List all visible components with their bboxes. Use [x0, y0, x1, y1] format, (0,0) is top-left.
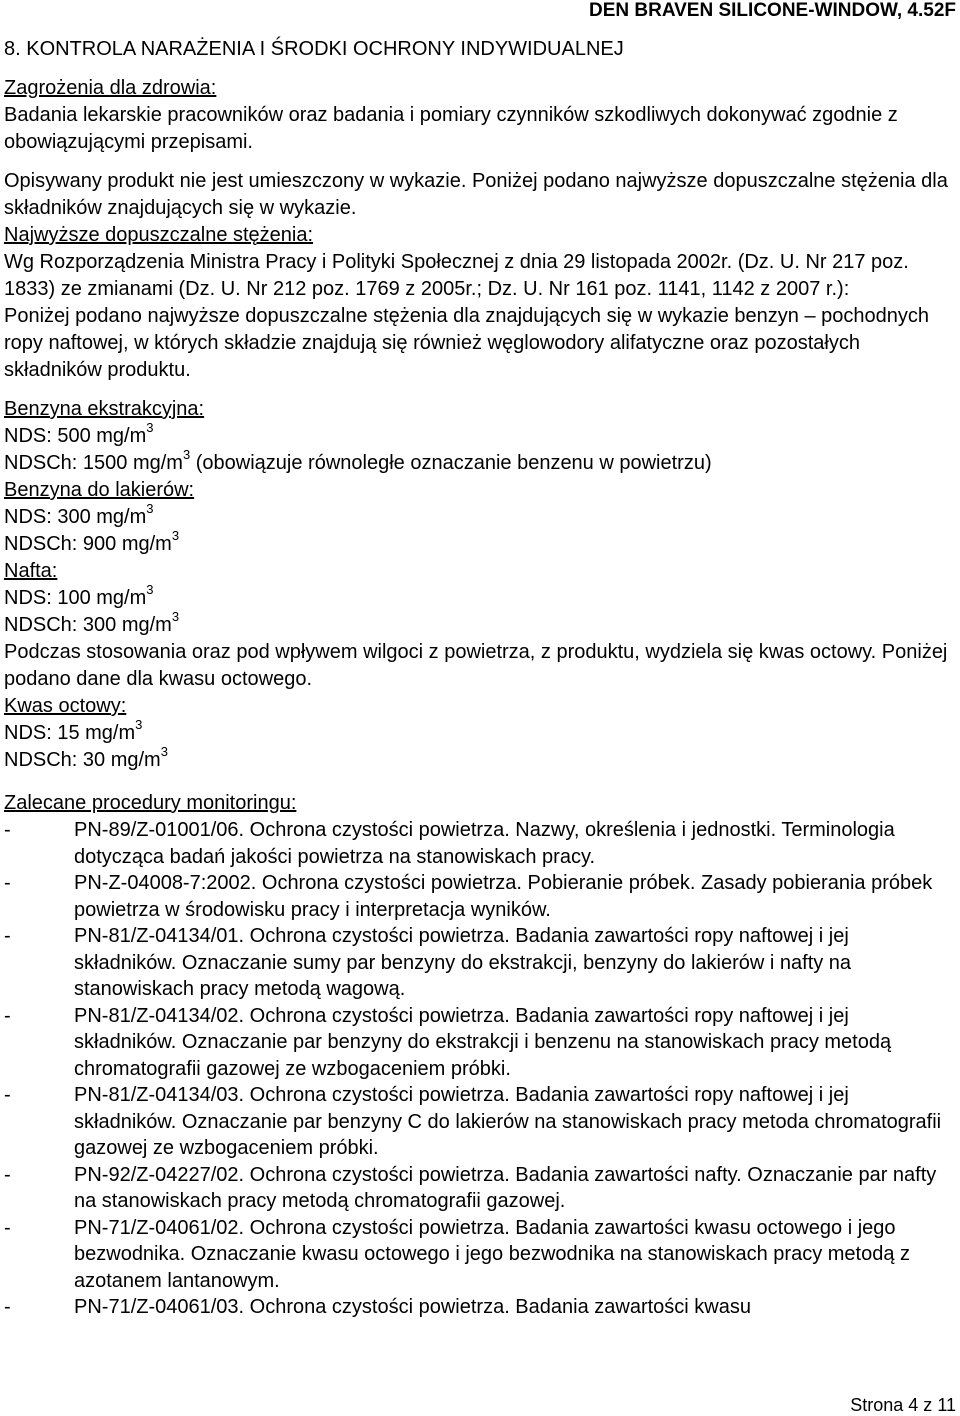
health-text: Badania lekarskie pracowników oraz badania i pomiary czynników szkodliwych dokonywać zgodnie z obowiązującymi przepisami. — [4, 104, 898, 153]
list-item: - PN-81/Z-04134/03. Ochrona czystości powietrza. Badania zawartości ropy naftowej i jej składników. Oznaczanie par benzyny C do lakierów na stanowiskach pracy metoda chromatografii gazowej ze wzbogaceniem próbki. — [4, 1084, 942, 1159]
list-item: - PN-71/Z-04061/03. Ochrona czystości powietrza. Badania zawartości kwasu — [4, 1296, 751, 1318]
substance-name: Nafta: — [4, 560, 58, 582]
product-header: DEN BRAVEN SILICONE-WINDOW, 4.52F — [588, 0, 956, 21]
substance-ndsch: NDSCh: 300 $mg/m^3$ — [4, 609, 180, 636]
substance-nds: NDS: 100 $mg/m^3$ — [4, 582, 154, 609]
regulation-text: Wg Rozporządzenia Ministra Pracy i Polityki Społecznej z dnia 29 listopada 2002r. (Dz. U. Nr 217 poz. 1833) ze zmianami (Dz. U. Nr 212 poz. 1769 z 2005r.; Dz. U. Nr 161 poz. 1141, 1142 z 2007 r.): — [4, 251, 909, 300]
acetic-name: Kwas octowy: — [4, 695, 127, 717]
substance-ndsch: NDSCh: 900 $mg/m^3$ — [4, 528, 180, 555]
list-item: - PN-Z-04008-7:2002. Ochrona czystości powietrza. Pobieranie próbek. Zasady pobierania próbek powietrza w środowisku pracy i interpretacja wyników. — [4, 872, 933, 921]
acetic-nds: NDS: 15 $mg/m^3$ — [4, 717, 143, 744]
acetic-ndsch: NDSCh: 30 $mg/m^3$ — [4, 744, 168, 771]
monitoring-heading: Zalecane procedury monitoringu: — [4, 792, 297, 814]
list-item: - PN-81/Z-04134/01. Ochrona czystości powietrza. Badania zawartości ropy naftowej i jej składników. Oznaczanie sumy par benzyny do ekstrakcji, benzyny do lakierów i nafty na stanowiskach pracy metodą wagową. — [4, 925, 852, 1000]
substance-name: Benzyna ekstrakcyjna: — [4, 398, 205, 420]
substance-nds: NDS: 300 $mg/m^3$ — [4, 501, 154, 528]
section-title: 8. KONTROLA NARAŻENIA I ŚRODKI OCHRONY INDYWIDUALNEJ — [4, 38, 624, 60]
substance-name: Benzyna do lakierów: — [4, 479, 195, 501]
health-heading: Zagrożenia dla zdrowia: — [4, 77, 217, 99]
list-item: - PN-92/Z-04227/02. Ochrona czystości powietrza. Badania zawartości nafty. Oznaczanie par nafty na stanowiskach pracy metodą chromatografii gazowej. — [4, 1163, 937, 1212]
list-item: - PN-89/Z-01001/06. Ochrona czystości powietrza. Nazwy, określenia i jednostki. Terminologia dotycząca badań jakości powietrza na stanowiskach pracy. — [4, 819, 895, 868]
intro-text: Opisywany produkt nie jest umieszczony w wykazie. Poniżej podano najwyższe dopuszczalne stężenia dla składników znajdujących się w wykazie. — [4, 170, 948, 219]
list-item: - PN-71/Z-04061/02. Ochrona czystości powietrza. Badania zawartości kwasu octowego i jego bezwodnika. Oznaczanie kwasu octowego i jego bezwodnika na stanowiskach pracy metodą z azotanem lantanowym. — [4, 1216, 911, 1292]
page-number: Strona 4 z 11 — [850, 1395, 956, 1415]
monitoring-list — [4, 817, 956, 1321]
substance-note: (obowiązuje równoległe oznaczanie benzenu w powietrzu) — [190, 452, 712, 474]
section-content — [4, 75, 956, 1321]
acetic-intro: Podczas stosowania oraz pod wpływem wilgoci z powietrza, z produktu, wydziela się kwas octowy. Poniżej podano dane dla kwasu octowego. — [4, 641, 948, 690]
limits-description: Poniżej podano najwyższe dopuszczalne stężenia dla znajdujących się w wykazie benzyn – pochodnych ropy naftowej, w których składzie znajdują się również węglowodory alifatyczne oraz pozostałych składników produktu. — [4, 305, 929, 381]
substance-ndsch: NDSCh: 1500 $mg/m^3$ (obowiązuje równoległe oznaczanie benzenu w powietrzu) — [4, 447, 712, 474]
substance-nds: NDS: 500 $mg/m^3$ — [4, 420, 154, 447]
list-item: - PN-81/Z-04134/02. Ochrona czystości powietrza. Badania zawartości ropy naftowej i jej składników. Oznaczanie par benzyny do ekstrakcji i benzenu na stanowiskach pracy metodą chromatografii gazowej ze wzbogaceniem próbki. — [4, 1004, 892, 1080]
limits-heading: Najwyższe dopuszczalne stężenia: — [4, 224, 314, 246]
